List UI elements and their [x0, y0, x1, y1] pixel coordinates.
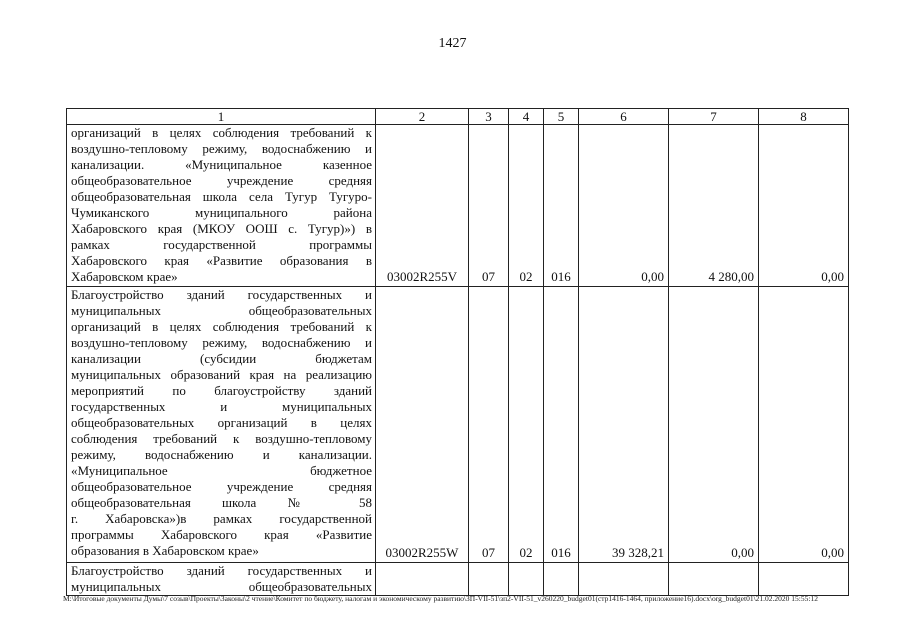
description-line: муниципальных общеобразовательных [71, 303, 372, 318]
description-line: мероприятий по благоустройству зданий [71, 383, 372, 398]
amount-cell-8 [759, 563, 849, 596]
page-number: 1427 [438, 36, 467, 51]
description-line: образования в Хабаровском крае» [71, 543, 259, 558]
header-cell: 2 [376, 109, 469, 125]
description-line: общеобразовательных организаций в целях [71, 415, 372, 430]
description-line: Хабаровского края (МКОУ ООШ с. Тугур)») в [71, 221, 372, 236]
description-line: воздушно-тепловому режиму, водоснабжению и [71, 141, 372, 156]
description-line: рамках государственной программы [71, 237, 372, 252]
header-cell: 5 [544, 109, 579, 125]
subsection-cell: 02 [509, 125, 544, 287]
description-line: воздушно-тепловому режиму, водоснабжению и [71, 335, 372, 350]
description-line: общеобразовательная школа села Тугур Тугуро- [71, 189, 372, 204]
section-cell: 07 [469, 287, 509, 563]
header-cell: 6 [579, 109, 669, 125]
table-row [67, 287, 849, 563]
section-cell: 07 [469, 125, 509, 287]
header-cell: 3 [469, 109, 509, 125]
description-cell [67, 125, 376, 287]
description-line: режиму, водоснабжению и канализации. [71, 447, 372, 462]
footer-file-path: М:\Итоговые документы Думы\7 созыв\Проекты\Законы\2 чтение\Комитет по бюджету, налогам и экономическому развитию\ЗП-VII-51\зп2-VII-51_v260220_budget01(стр1416-1464, приложение16).docx\org_budget01\21.02.2020 15:55:12 [63, 594, 818, 603]
amount-cell-7: 0,00 [669, 287, 759, 563]
description-line: программы Хабаровского края «Развитие [71, 527, 372, 542]
description-line: организаций в целях соблюдения требований к [71, 319, 372, 334]
header-cell: 8 [759, 109, 849, 125]
description-line: г. Хабаровска»)в рамках государственной [71, 511, 372, 526]
subsection-cell [509, 563, 544, 596]
description-line: Хабаровского края «Развитие образования в [71, 253, 372, 268]
description-line: Хабаровском крае» [71, 269, 178, 284]
header-cell: 7 [669, 109, 759, 125]
description-line: Благоустройство зданий государственных и [71, 563, 372, 578]
table-row [67, 125, 849, 287]
amount-cell-6 [579, 563, 669, 596]
amount-cell-8: 0,00 [759, 287, 849, 563]
description-line: общеобразовательное учреждение средняя [71, 173, 372, 188]
description-line: соблюдения требований к воздушно-тепловому [71, 431, 372, 446]
description-line: «Муниципальное бюджетное [71, 463, 372, 478]
code-cell: 03002R255W [376, 287, 469, 563]
description-line: Благоустройство зданий государственных и [71, 287, 372, 302]
amount-cell-7: 4 280,00 [669, 125, 759, 287]
header-cell: 4 [509, 109, 544, 125]
expense-type-cell: 016 [544, 287, 579, 563]
description-cell [67, 563, 376, 596]
code-cell: 03002R255V [376, 125, 469, 287]
amount-cell-6: 39 328,21 [579, 287, 669, 563]
budget-table [66, 108, 849, 596]
description-line: муниципальных общеобразовательных [71, 579, 372, 594]
description-line: Чумиканского муниципального района [71, 205, 372, 220]
amount-cell-6: 0,00 [579, 125, 669, 287]
code-cell [376, 563, 469, 596]
description-line: государственных и муниципальных [71, 399, 372, 414]
description-line: муниципальных образований края на реализацию [71, 367, 372, 382]
section-cell [469, 563, 509, 596]
description-line: канализации (субсидии бюджетам [71, 351, 372, 366]
description-line: общеобразовательная школа № 58 [71, 495, 372, 510]
description-cell [67, 287, 376, 563]
expense-type-cell [544, 563, 579, 596]
amount-cell-7 [669, 563, 759, 596]
description-line: канализации. «Муниципальное казенное [71, 157, 372, 172]
header-cell: 1 [67, 109, 376, 125]
table-row [67, 563, 849, 596]
subsection-cell: 02 [509, 287, 544, 563]
header-row [67, 109, 849, 125]
description-line: общеобразовательное учреждение средняя [71, 479, 372, 494]
description-line: организаций в целях соблюдения требований к [71, 125, 372, 140]
amount-cell-8: 0,00 [759, 125, 849, 287]
expense-type-cell: 016 [544, 125, 579, 287]
